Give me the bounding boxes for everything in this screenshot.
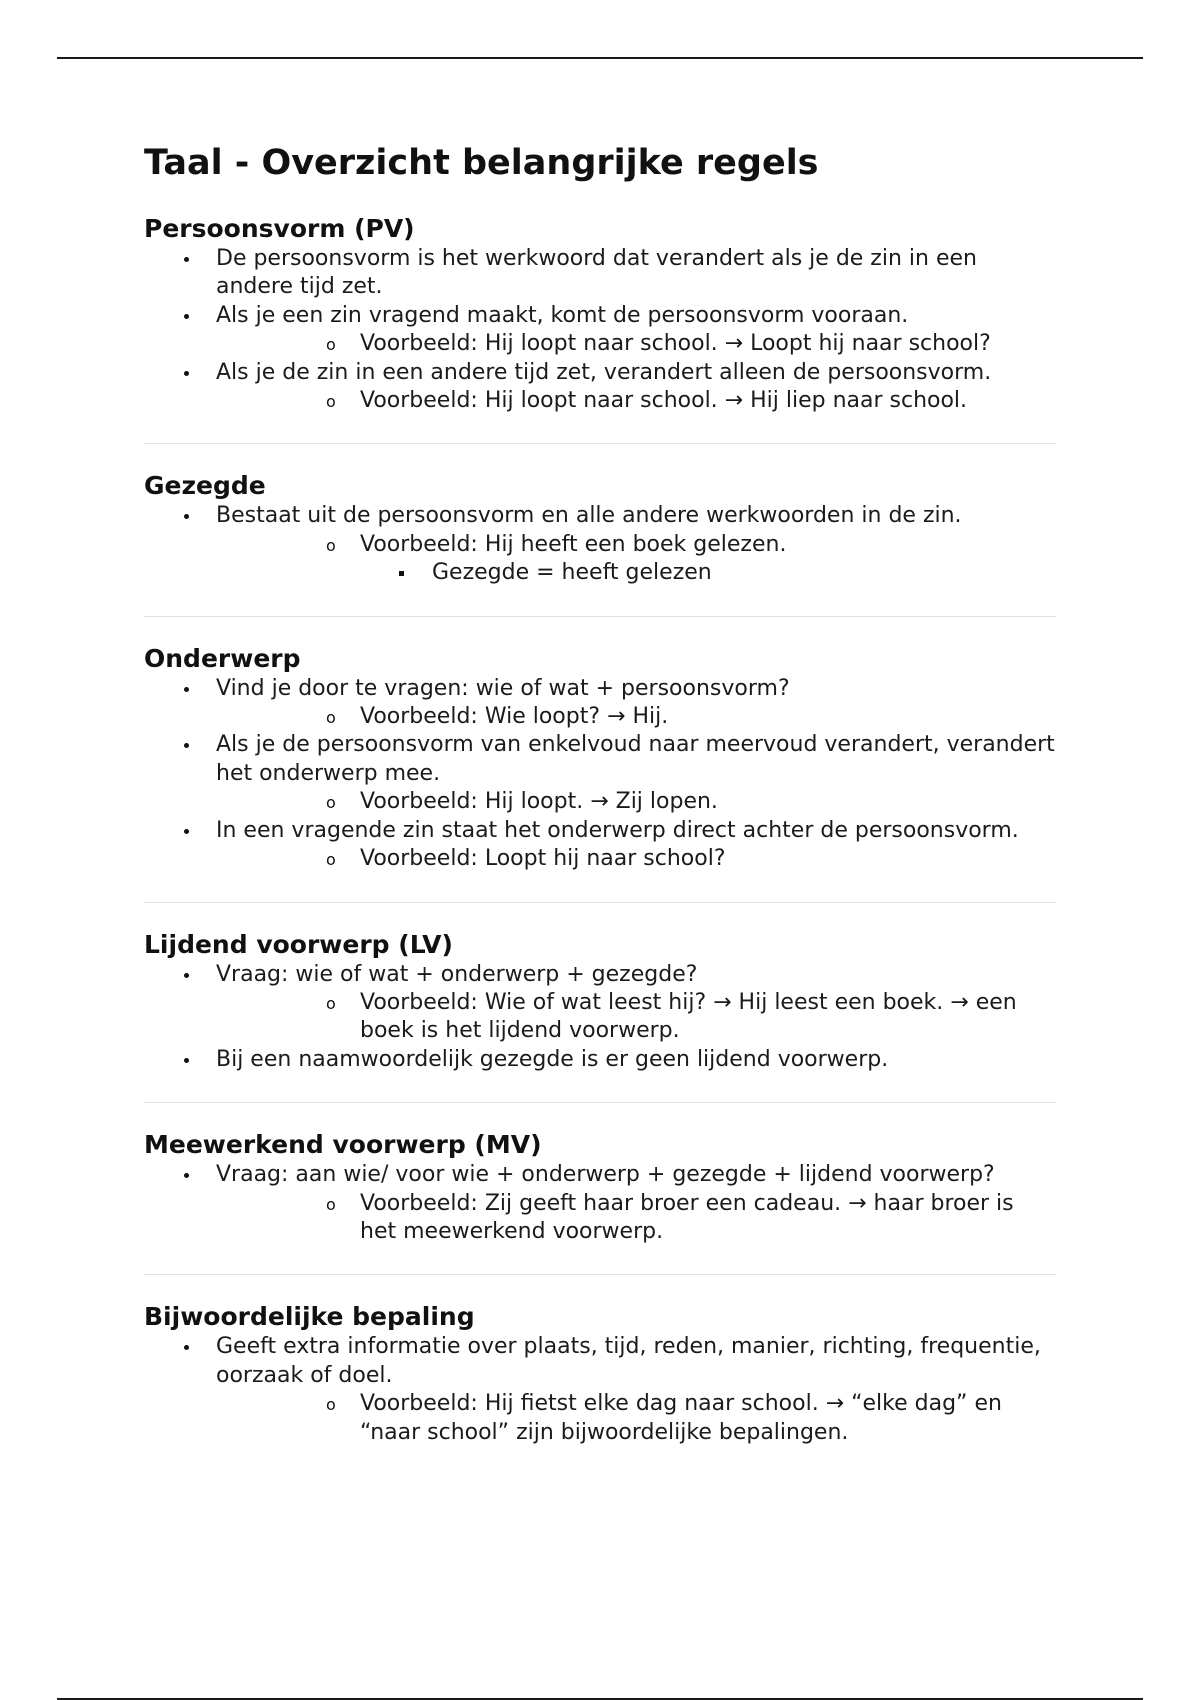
sub-list-item xyxy=(216,387,1056,415)
example-text: Voorbeeld: Wie loopt? → Hij. xyxy=(360,704,669,730)
example-text: Voorbeeld: Hij fietst elke dag naar school. → “elke dag” en “naar school” zijn bijwoordelijke bepalingen. xyxy=(360,1391,1002,1445)
sub-list-item xyxy=(216,1190,1056,1247)
list-item xyxy=(144,675,1056,732)
sub-list-item xyxy=(216,788,1056,816)
sub-list-item xyxy=(216,330,1056,358)
page-title: Taal - Overzicht belangrijke regels xyxy=(144,143,819,183)
list-item-text: Bestaat uit de persoonsvorm en alle andere werkwoorden in de zin. xyxy=(216,503,962,529)
bullet-list xyxy=(144,675,1056,874)
bullet-list xyxy=(144,502,1056,587)
list-item-text: Vind je door te vragen: wie of wat + persoonsvorm? xyxy=(216,675,790,701)
section-heading: Onderwerp xyxy=(144,643,301,673)
list-item xyxy=(144,359,1056,416)
section-lijdend-voorwerp xyxy=(144,929,1056,1075)
sub-list xyxy=(216,703,1056,731)
section-divider xyxy=(144,1102,1056,1103)
list-item xyxy=(144,817,1056,874)
section-gezegde xyxy=(144,470,1056,587)
list-item-text: Vraag: aan wie/ voor wie + onderwerp + gezegde + lijdend voorwerp? xyxy=(216,1162,995,1188)
section-divider xyxy=(144,902,1056,903)
list-item-text: In een vragende zin staat het onderwerp direct achter de persoonsvorm. xyxy=(216,817,1019,843)
section-persoonsvorm xyxy=(144,213,1056,415)
example-text: Voorbeeld: Zij geeft haar broer een cadeau. → haar broer is het meewerkend voorwerp. xyxy=(360,1190,1014,1244)
sub-list xyxy=(216,845,1056,873)
section-bijwoordelijke-bepaling xyxy=(144,1301,1056,1447)
list-item xyxy=(144,961,1056,1046)
example-text: Voorbeeld: Hij loopt naar school. → Loopt hij naar school? xyxy=(360,331,991,357)
bullet-list xyxy=(144,245,1056,415)
sub-sub-list xyxy=(216,559,1056,587)
sub-list-item xyxy=(216,845,1056,873)
section-divider xyxy=(144,443,1056,444)
section-heading: Lijdend voorwerp (LV) xyxy=(144,929,453,959)
list-item xyxy=(144,502,1056,587)
sub-list xyxy=(216,989,1056,1046)
section-onderwerp xyxy=(144,643,1056,874)
list-item xyxy=(144,302,1056,359)
example-text: Voorbeeld: Hij loopt naar school. → Hij liep naar school. xyxy=(360,388,968,414)
sub-list-item xyxy=(216,989,1056,1046)
list-item-text: Als je een zin vragend maakt, komt de persoonsvorm vooraan. xyxy=(216,302,909,328)
sub-sub-list-item xyxy=(216,559,1056,587)
list-item-text: Als je de zin in een andere tijd zet, verandert alleen de persoonsvorm. xyxy=(216,359,992,385)
section-meewerkend-voorwerp xyxy=(144,1129,1056,1246)
sub-list xyxy=(216,531,1056,588)
list-item-text: Geeft extra informatie over plaats, tijd, reden, manier, richting, frequentie, oorzaak of doel. xyxy=(216,1334,1041,1388)
sub-list-item xyxy=(216,531,1056,588)
example-text: Voorbeeld: Loopt hij naar school? xyxy=(360,846,726,872)
list-item-text: Vraag: wie of wat + onderwerp + gezegde? xyxy=(216,961,698,987)
section-divider xyxy=(144,616,1056,617)
list-item-text: De persoonsvorm is het werkwoord dat verandert als je de zin in een andere tijd zet. xyxy=(216,246,977,300)
sub-list-item xyxy=(216,1390,1056,1447)
list-item xyxy=(144,1161,1056,1246)
section-heading: Gezegde xyxy=(144,471,266,501)
section-heading: Meewerkend voorwerp (MV) xyxy=(144,1130,542,1160)
bullet-list xyxy=(144,1333,1056,1447)
sub-list xyxy=(216,387,1056,415)
sub-list-item xyxy=(216,703,1056,731)
list-item xyxy=(144,731,1056,816)
list-item xyxy=(144,245,1056,302)
list-item xyxy=(144,1046,1056,1074)
sub-list xyxy=(216,1390,1056,1447)
example-text: Voorbeeld: Wie of wat leest hij? → Hij leest een boek. → een boek is het lijdend voorwerp. xyxy=(360,989,1017,1044)
example-text: Voorbeeld: Hij heeft een boek gelezen. xyxy=(360,531,787,557)
top-rule xyxy=(57,57,1143,59)
sub-list xyxy=(216,788,1056,816)
sub-list xyxy=(216,330,1056,358)
detail-text: Gezegde = heeft gelezen xyxy=(432,560,712,586)
bullet-list xyxy=(144,1161,1056,1246)
example-text: Voorbeeld: Hij loopt. → Zij lopen. xyxy=(360,789,718,815)
document-body xyxy=(144,140,1056,1447)
section-heading: Persoonsvorm (PV) xyxy=(144,214,415,243)
list-item xyxy=(144,1333,1056,1447)
section-divider xyxy=(144,1274,1056,1275)
sub-list xyxy=(216,1190,1056,1247)
list-item-text: Als je de persoonsvorm van enkelvoud naar meervoud verandert, verandert het onderwerp mee. xyxy=(216,732,1055,786)
bullet-list xyxy=(144,961,1056,1075)
section-heading: Bijwoordelijke bepaling xyxy=(144,1302,475,1332)
list-item-text: Bij een naamwoordelijk gezegde is er geen lijdend voorwerp. xyxy=(216,1046,889,1072)
